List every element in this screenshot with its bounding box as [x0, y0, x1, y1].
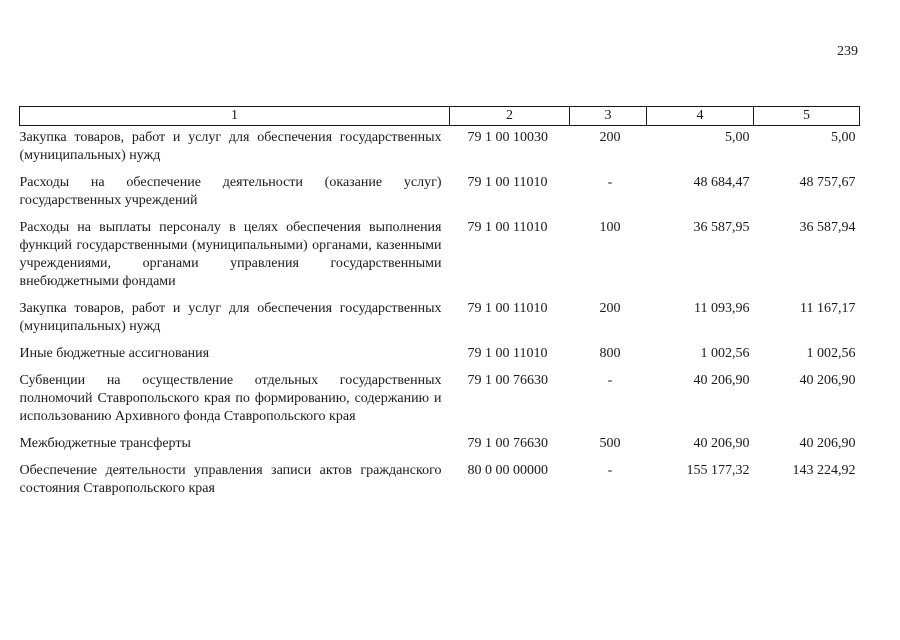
table-row	[20, 300, 860, 345]
row-value-1: 40 206,90	[693, 436, 750, 451]
row-name: Закупка товаров, работ и услуг для обеспечения государственных (муниципальных) нужд	[19, 301, 442, 334]
row-type: -	[607, 463, 613, 478]
row-name: Расходы на обеспечение деятельности (оказание услуг) государственных учреждений	[19, 175, 442, 208]
table-row	[20, 219, 860, 300]
row-code: 80 0 00 00000	[467, 463, 548, 478]
row-name: Межбюджетные трансферты	[19, 436, 191, 451]
row-value-1: 36 587,95	[693, 220, 750, 235]
row-type: 200	[599, 301, 621, 316]
row-value-1: 1 002,56	[700, 346, 750, 361]
column-header-3: 3	[570, 107, 647, 126]
table-row	[20, 126, 860, 175]
row-code: 79 1 00 76630	[467, 373, 548, 388]
table-row	[20, 435, 860, 462]
column-header-1: 1	[20, 107, 450, 126]
row-name: Иные бюджетные ассигнования	[19, 346, 210, 361]
budget-table	[19, 106, 860, 507]
table-header-row	[20, 107, 860, 126]
row-value-1: 40 206,90	[693, 373, 750, 388]
table-row	[20, 462, 860, 507]
table-row	[20, 174, 860, 219]
row-value-1: 155 177,32	[686, 463, 750, 478]
row-code: 79 1 00 11010	[467, 220, 548, 235]
row-value-2: 5,00	[831, 130, 856, 145]
row-value-1: 48 684,47	[693, 175, 750, 190]
row-value-2: 36 587,94	[799, 220, 856, 235]
row-name: Закупка товаров, работ и услуг для обеспечения государственных (муниципальных) нужд	[19, 130, 442, 163]
row-value-1: 11 093,96	[694, 301, 750, 316]
row-value-2: 40 206,90	[799, 373, 856, 388]
column-header-2: 2	[450, 107, 570, 126]
row-name: Субвенции на осуществление отдельных государственных полномочий Ставропольского края по формированию, содержанию и использованию Архивного фонда Ставропольского края	[19, 373, 442, 424]
row-type: 200	[599, 130, 621, 145]
row-type: 800	[599, 346, 621, 361]
row-value-2: 48 757,67	[799, 175, 856, 190]
row-type: -	[607, 175, 613, 190]
row-code: 79 1 00 11010	[467, 301, 548, 316]
row-name: Обеспечение деятельности управления записи актов гражданского состояния Ставропольского края	[19, 463, 442, 496]
row-code: 79 1 00 76630	[467, 436, 548, 451]
row-type: 500	[599, 436, 621, 451]
table-row	[20, 372, 860, 435]
row-code: 79 1 00 11010	[467, 175, 548, 190]
row-type: 100	[599, 220, 621, 235]
row-value-2: 11 167,17	[800, 301, 856, 316]
column-header-4: 4	[647, 107, 754, 126]
column-header-5: 5	[754, 107, 860, 126]
table-row	[20, 345, 860, 372]
row-value-2: 143 224,92	[792, 463, 856, 478]
row-code: 79 1 00 11010	[467, 346, 548, 361]
page-number: 239	[837, 44, 858, 59]
row-name: Расходы на выплаты персоналу в целях обеспечения выполнения функций государственными (муниципальными) органами, казенными учреждениями, органами управления государственными внебюджетными фондами	[19, 220, 442, 289]
row-value-1: 5,00	[725, 130, 750, 145]
row-value-2: 40 206,90	[799, 436, 856, 451]
row-value-2: 1 002,56	[806, 346, 856, 361]
row-code: 79 1 00 10030	[467, 130, 548, 145]
row-type: -	[607, 373, 613, 388]
